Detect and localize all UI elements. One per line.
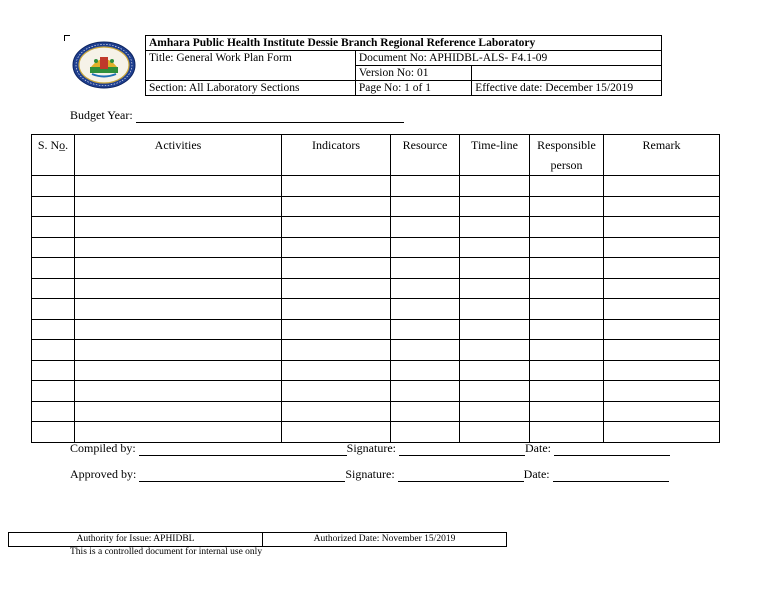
col-header-resource: Resource bbox=[391, 135, 460, 176]
table-cell[interactable] bbox=[282, 299, 391, 320]
col-header-sno: S. No̲. bbox=[32, 135, 75, 176]
table-row bbox=[32, 237, 720, 258]
table-cell[interactable] bbox=[460, 422, 530, 443]
table-row bbox=[32, 196, 720, 217]
table-cell[interactable] bbox=[282, 360, 391, 381]
table-cell[interactable] bbox=[391, 278, 460, 299]
table-cell[interactable] bbox=[75, 217, 282, 238]
table-cell[interactable] bbox=[391, 258, 460, 279]
table-cell[interactable] bbox=[604, 319, 720, 340]
table-cell[interactable] bbox=[530, 299, 604, 320]
table-cell[interactable] bbox=[75, 422, 282, 443]
col-header-indicators: Indicators bbox=[282, 135, 391, 176]
table-cell[interactable] bbox=[282, 319, 391, 340]
table-cell[interactable] bbox=[32, 217, 75, 238]
table-cell[interactable] bbox=[32, 319, 75, 340]
approved-date-label: Date: bbox=[523, 467, 550, 481]
document-header-table bbox=[145, 35, 662, 96]
table-cell[interactable] bbox=[282, 196, 391, 217]
table-cell[interactable] bbox=[530, 401, 604, 422]
authority-for-issue: Authority for Issue: APHIDBL bbox=[9, 533, 263, 547]
table-cell[interactable] bbox=[391, 217, 460, 238]
table-cell[interactable] bbox=[75, 237, 282, 258]
table-cell[interactable] bbox=[460, 196, 530, 217]
table-cell[interactable] bbox=[604, 299, 720, 320]
page-number: Page No: 1 of 1 bbox=[355, 81, 471, 96]
table-cell[interactable] bbox=[604, 340, 720, 361]
approved-signature-field[interactable] bbox=[398, 470, 524, 482]
table-cell[interactable] bbox=[604, 258, 720, 279]
table-cell[interactable] bbox=[460, 278, 530, 299]
compiled-by-row bbox=[70, 441, 670, 456]
table-cell[interactable] bbox=[530, 340, 604, 361]
table-cell[interactable] bbox=[391, 340, 460, 361]
table-cell[interactable] bbox=[32, 381, 75, 402]
compiled-signature-field[interactable] bbox=[399, 444, 525, 456]
approved-date-field[interactable] bbox=[553, 470, 669, 482]
table-row bbox=[32, 217, 720, 238]
table-cell[interactable] bbox=[32, 360, 75, 381]
table-cell[interactable] bbox=[391, 176, 460, 197]
table-cell[interactable] bbox=[282, 176, 391, 197]
table-cell[interactable] bbox=[75, 401, 282, 422]
table-cell[interactable] bbox=[391, 299, 460, 320]
col-header-timeline: Time-line bbox=[460, 135, 530, 176]
budget-year-label: Budget Year: bbox=[70, 108, 133, 122]
table-cell[interactable] bbox=[282, 401, 391, 422]
table-row bbox=[32, 299, 720, 320]
col-header-responsible-person: Responsible person bbox=[530, 135, 604, 176]
table-cell[interactable] bbox=[75, 360, 282, 381]
table-row bbox=[32, 258, 720, 279]
table-cell[interactable] bbox=[391, 360, 460, 381]
table-row bbox=[32, 381, 720, 402]
table-cell[interactable] bbox=[460, 258, 530, 279]
table-cell[interactable] bbox=[604, 381, 720, 402]
table-cell[interactable] bbox=[530, 319, 604, 340]
table-cell[interactable] bbox=[32, 196, 75, 217]
table-cell[interactable] bbox=[282, 217, 391, 238]
table-cell[interactable] bbox=[604, 217, 720, 238]
table-row bbox=[32, 278, 720, 299]
table-cell[interactable] bbox=[530, 217, 604, 238]
table-cell[interactable] bbox=[530, 258, 604, 279]
compiled-date-label: Date: bbox=[525, 441, 551, 455]
table-cell[interactable] bbox=[460, 401, 530, 422]
table-cell[interactable] bbox=[530, 422, 604, 443]
table-cell[interactable] bbox=[32, 422, 75, 443]
table-cell[interactable] bbox=[282, 278, 391, 299]
table-cell[interactable] bbox=[530, 360, 604, 381]
compiled-by-label: Compiled by: bbox=[70, 441, 136, 455]
work-plan-table bbox=[31, 134, 720, 443]
approved-signature-label: Signature: bbox=[345, 467, 395, 481]
section-label: Section: All Laboratory Sections bbox=[146, 81, 356, 96]
blank-header-cell bbox=[472, 66, 662, 81]
table-cell[interactable] bbox=[32, 299, 75, 320]
table-cell[interactable] bbox=[391, 319, 460, 340]
table-cell[interactable] bbox=[604, 278, 720, 299]
compiled-date-field[interactable] bbox=[554, 444, 670, 456]
table-cell[interactable] bbox=[391, 196, 460, 217]
footer-table bbox=[8, 532, 507, 547]
table-cell[interactable] bbox=[604, 360, 720, 381]
col-header-activities: Activities bbox=[75, 135, 282, 176]
document-number: Document No: APHIDBL-ALS- F4.1-09 bbox=[355, 51, 661, 66]
table-cell[interactable] bbox=[75, 381, 282, 402]
table-cell[interactable] bbox=[391, 422, 460, 443]
table-cell[interactable] bbox=[460, 217, 530, 238]
table-cell[interactable] bbox=[530, 176, 604, 197]
table-cell[interactable] bbox=[604, 237, 720, 258]
table-cell[interactable] bbox=[460, 319, 530, 340]
table-cell[interactable] bbox=[75, 258, 282, 279]
logo-area bbox=[64, 35, 142, 95]
table-cell[interactable] bbox=[75, 299, 282, 320]
table-cell[interactable] bbox=[32, 237, 75, 258]
table-cell[interactable] bbox=[604, 401, 720, 422]
table-cell[interactable] bbox=[282, 340, 391, 361]
table-row bbox=[32, 360, 720, 381]
header-corner-mark bbox=[64, 35, 70, 41]
table-cell[interactable] bbox=[460, 237, 530, 258]
authorized-date: Authorized Date: November 15/2019 bbox=[263, 533, 507, 547]
table-cell[interactable] bbox=[282, 381, 391, 402]
approved-by-field[interactable] bbox=[139, 470, 345, 482]
table-cell[interactable] bbox=[604, 422, 720, 443]
table-cell[interactable] bbox=[75, 278, 282, 299]
table-cell[interactable] bbox=[32, 340, 75, 361]
table-row bbox=[32, 176, 720, 197]
table-cell[interactable] bbox=[75, 196, 282, 217]
table-cell[interactable] bbox=[460, 381, 530, 402]
table-cell[interactable] bbox=[282, 237, 391, 258]
table-cell[interactable] bbox=[32, 258, 75, 279]
table-cell[interactable] bbox=[282, 258, 391, 279]
table-header-row bbox=[32, 135, 720, 176]
table-cell[interactable] bbox=[32, 176, 75, 197]
table-cell[interactable] bbox=[75, 176, 282, 197]
budget-year-field[interactable] bbox=[136, 111, 404, 123]
institute-seal-logo bbox=[72, 41, 136, 89]
table-row bbox=[32, 340, 720, 361]
table-cell[interactable] bbox=[282, 422, 391, 443]
table-cell[interactable] bbox=[460, 340, 530, 361]
table-cell[interactable] bbox=[75, 340, 282, 361]
table-cell[interactable] bbox=[530, 381, 604, 402]
table-cell[interactable] bbox=[530, 278, 604, 299]
table-cell[interactable] bbox=[32, 401, 75, 422]
table-row bbox=[32, 401, 720, 422]
table-cell[interactable] bbox=[604, 176, 720, 197]
institute-name: Amhara Public Health Institute Dessie Branch Regional Reference Laboratory bbox=[146, 36, 662, 51]
effective-date: Effective date: December 15/2019 bbox=[472, 81, 662, 96]
approved-by-row bbox=[70, 467, 669, 482]
form-title: Title: General Work Plan Form bbox=[146, 51, 356, 81]
table-cell[interactable] bbox=[391, 401, 460, 422]
compiled-signature-label: Signature: bbox=[346, 441, 396, 455]
table-row bbox=[32, 422, 720, 443]
approved-by-label: Approved by: bbox=[70, 467, 137, 481]
table-cell[interactable] bbox=[530, 237, 604, 258]
table-cell[interactable] bbox=[604, 196, 720, 217]
table-cell[interactable] bbox=[391, 237, 460, 258]
table-row bbox=[32, 319, 720, 340]
table-cell[interactable] bbox=[460, 360, 530, 381]
controlled-document-note: This is a controlled document for internal use only bbox=[70, 547, 263, 557]
table-cell[interactable] bbox=[460, 176, 530, 197]
col-header-remark: Remark bbox=[604, 135, 720, 176]
compiled-by-field[interactable] bbox=[139, 444, 347, 456]
version-number: Version No: 01 bbox=[355, 66, 471, 81]
table-cell[interactable] bbox=[32, 278, 75, 299]
table-body bbox=[32, 176, 720, 443]
table-cell[interactable] bbox=[530, 196, 604, 217]
budget-year-row bbox=[70, 108, 404, 123]
table-cell[interactable] bbox=[75, 319, 282, 340]
table-cell[interactable] bbox=[460, 299, 530, 320]
table-cell[interactable] bbox=[391, 381, 460, 402]
